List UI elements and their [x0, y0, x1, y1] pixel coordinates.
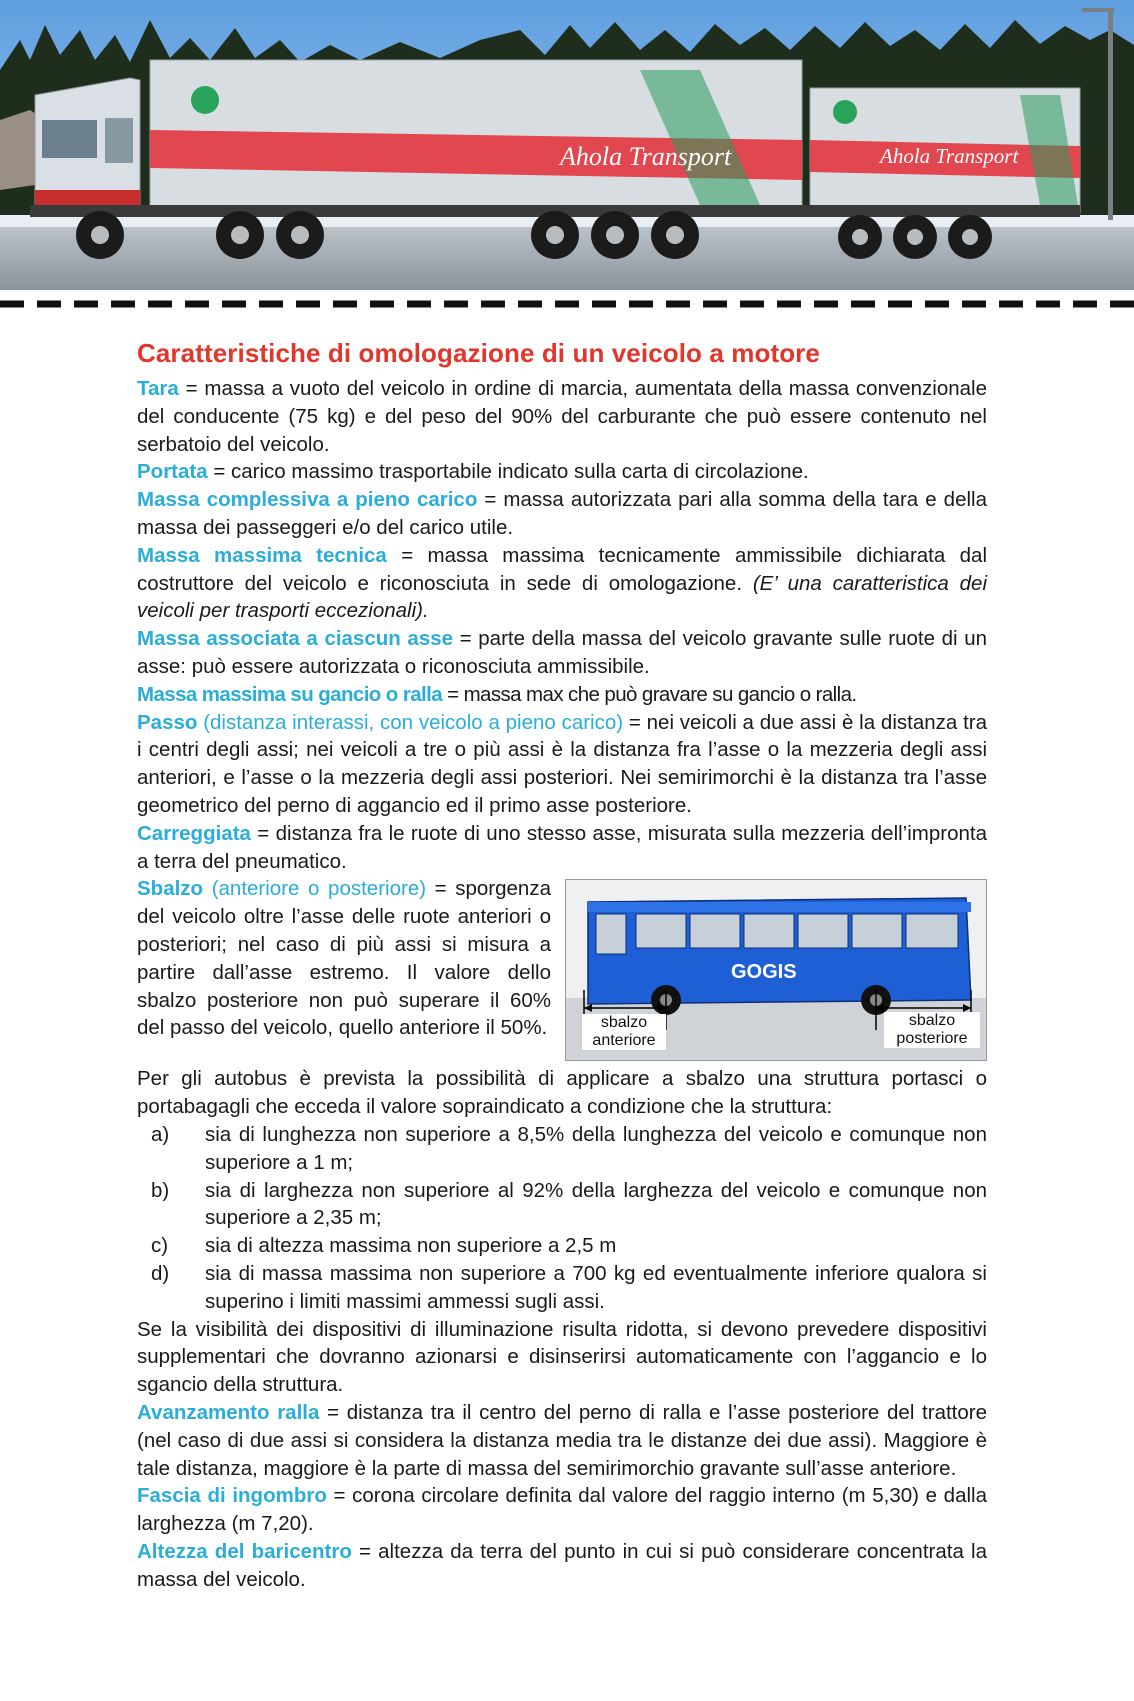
definition-text: = nei veicoli a due assi è la distanza tra i centri degli assi; nei veicoli a tre o più assi è la distanza fra l’asse o la mezzeria degli assi anteriori, e l’asse o la mezzeria degli assi posteriori. Nei semirimorchi è la distanza tra l’asse geometrico del perno di aggancio ed il primo asse posteriore.	[137, 710, 987, 817]
definition-text: = distanza tra il centro del perno di ralla e l’asse posteriore del trattore (nel caso di due assi si considera la distanza media tra le distanze dei due assi). Maggiore è tale distanza, maggiore è la parte di massa del semirimorchio gravante sull’asse anteriore.	[137, 1400, 987, 1480]
bus-label: GOGIS	[731, 961, 797, 984]
term-massa-massima-tecnica: Massa massima tecnica	[137, 543, 387, 567]
autobus-intro: Per gli autobus è prevista la possibilità di applicare a sbalzo una struttura portasci o portabagagli che ecceda il valore sopraindicato a condizione che la struttura:	[137, 1067, 987, 1119]
term-altezza-baricentro: Altezza del baricentro	[137, 1539, 352, 1563]
definition-massa-complessiva	[137, 486, 987, 542]
term-massa-complessiva: Massa complessiva a pieno carico	[137, 488, 478, 512]
definition-portata	[137, 458, 987, 486]
definition-note: (E’ una caratteristica dei veicoli per trasporti eccezionali).	[137, 571, 987, 623]
article	[137, 338, 987, 1593]
definition-carreggiata	[137, 820, 987, 876]
list-item	[137, 1121, 987, 1177]
term-carreggiata: Carreggiata	[137, 821, 251, 845]
list-item	[137, 1232, 987, 1260]
term-portata: Portata	[137, 460, 208, 484]
definition-text: = massa a vuoto del veicolo in ordine di marcia, aumentata della massa convenzionale del conducente (75 kg) e del peso del 90% del carburante che può essere contenuto nel serbatoio del veicolo.	[137, 377, 987, 456]
definition-text: = massa massima tecnicamente ammissibile dichiarata dal costruttore del veicolo e riconosciuta in sede di omologazione.	[137, 543, 987, 595]
term-passo-qualifier: (distanza interassi, con veicolo a pieno carico)	[197, 710, 624, 734]
term-sbalzo-qualifier: (anteriore o posteriore)	[203, 877, 427, 901]
dashed-divider	[0, 300, 1134, 308]
term-massa-gancio: Massa massima su gancio o ralla	[137, 682, 442, 706]
definition-text: = parte della massa del veicolo gravante sulle ruote di un asse: può essere autorizzata o riconosciuta ammissibile.	[137, 627, 987, 678]
truck-photo	[0, 0, 1134, 290]
trailer-brand-1: Ahola Transport	[560, 142, 732, 171]
list-item-text: sia di massa massima non superiore a 700 kg ed eventualmente inferiore qualora si superino i limiti massimi ammessi sugli assi.	[205, 1261, 987, 1313]
conditions-list	[137, 1121, 987, 1316]
definition-text: = distanza fra le ruote di uno stesso asse, misurata sulla mezzeria dell’impronta a terra del pneumatico.	[137, 821, 987, 873]
definition-tara	[137, 375, 987, 458]
list-item	[137, 1177, 987, 1233]
definition-text: = massa autorizzata pari alla somma della tara e della massa dei passeggeri e/o del carico utile.	[137, 488, 987, 539]
visibility-paragraph: Se la visibilità dei dispositivi di illuminazione risulta ridotta, si devono prevedere dispositivi supplementari che dovranno azionarsi e disinserirsi automaticamente con l’aggancio e lo sgancio della struttura.	[137, 1317, 987, 1397]
article-title: Caratteristiche di omologazione di un veicolo a motore	[137, 338, 820, 368]
list-marker: c)	[151, 1234, 169, 1258]
term-passo: Passo	[137, 710, 198, 734]
trailer-brand-2: Ahola Transport	[880, 144, 1019, 168]
list-item-text: sia di larghezza non superiore al 92% della larghezza del veicolo e comunque non superiore a 2,35 m;	[205, 1178, 987, 1230]
bus-overhang-figure	[565, 879, 987, 1061]
term-tara: Tara	[137, 377, 179, 400]
definition-text: = sporgenza del veicolo oltre l’asse delle ruote anteriori o posteriori; nel caso di più assi si misura a partire dall’asse estremo. Il valore dello sbalzo posteriore non può superare il 60% del passo del veicolo, quello anteriore il 50%.	[137, 877, 551, 1040]
term-fascia-ingombro: Fascia di ingombro	[137, 1484, 327, 1508]
definition-text: = corona circolare definita dal valore del raggio interno (m 5,30) e dalla larghezza (m 7,20).	[137, 1484, 987, 1536]
definition-fascia-ingombro	[137, 1482, 987, 1538]
definition-text: = carico massimo trasportabile indicato sulla carta di circolazione.	[207, 460, 809, 484]
list-marker: a)	[151, 1122, 170, 1146]
definition-massa-massima-tecnica	[137, 542, 987, 625]
caption-front-overhang: sbalzo anteriore	[582, 1014, 666, 1050]
list-marker: d)	[151, 1261, 170, 1285]
truck-illustration	[0, 0, 1134, 290]
definition-massa-asse	[137, 625, 987, 681]
list-item-text: sia di altezza massima non superiore a 2,5 m	[205, 1234, 617, 1258]
list-marker: b)	[151, 1178, 170, 1202]
list-item-text: sia di lunghezza non superiore a 8,5% della lunghezza del veicolo e comunque non superiore a 1 m;	[205, 1122, 987, 1174]
list-item	[137, 1260, 987, 1316]
term-avanzamento-ralla: Avanzamento ralla	[137, 1400, 320, 1424]
definition-text: = massa max che può gravare su gancio o ralla.	[442, 682, 857, 706]
definition-passo	[137, 709, 987, 820]
caption-rear-overhang: sbalzo posteriore	[884, 1012, 980, 1048]
term-sbalzo: Sbalzo	[137, 877, 204, 901]
definition-avanzamento-ralla	[137, 1399, 987, 1482]
definition-altezza-baricentro	[137, 1538, 987, 1594]
term-massa-asse: Massa associata a ciascun asse	[137, 627, 454, 651]
definition-text: = altezza da terra del punto in cui si può considerare concentrata la massa del veicolo.	[137, 1539, 987, 1591]
definition-massa-gancio	[137, 681, 987, 709]
